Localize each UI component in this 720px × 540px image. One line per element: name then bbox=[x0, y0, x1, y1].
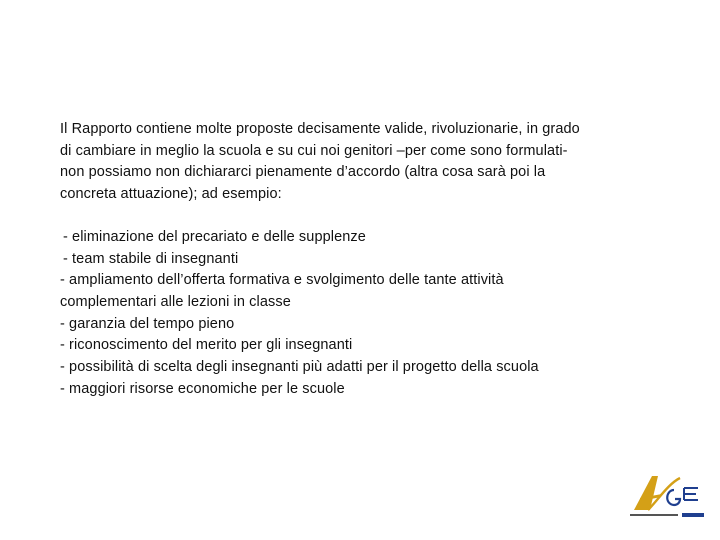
list-item: - maggiori risorse economiche per le scuole bbox=[60, 380, 345, 397]
list-item: - possibilità di scelta degli insegnanti più adatti per il progetto della scuola bbox=[60, 359, 539, 376]
proposal-list bbox=[60, 227, 670, 401]
intro-line: di cambiare in meglio la scuola e su cui noi genitori –per come sono formulati- bbox=[60, 142, 568, 159]
paragraph-gap bbox=[60, 206, 670, 227]
intro-paragraph bbox=[60, 119, 670, 206]
list-item: - ampliamento dell’offerta formativa e svolgimento delle tante attività bbox=[60, 272, 504, 289]
list-item: - team stabile di insegnanti bbox=[63, 250, 239, 267]
list-item: - eliminazione del precariato e delle supplenze bbox=[63, 228, 366, 245]
intro-line: non possiamo non dichiararci pienamente d’accordo (altra cosa sarà poi la bbox=[60, 164, 546, 181]
age-association-logo-icon bbox=[628, 470, 708, 522]
slide-body bbox=[60, 119, 670, 400]
list-item: - riconoscimento del merito per gli insegnanti bbox=[60, 337, 353, 354]
intro-line: Il Rapporto contiene molte proposte decisamente valide, rivoluzionarie, in grado bbox=[60, 121, 580, 137]
list-item: - garanzia del tempo pieno bbox=[60, 315, 235, 332]
list-item: complementari alle lezioni in classe bbox=[60, 293, 291, 310]
intro-line: concreta attuazione); ad esempio: bbox=[60, 186, 282, 203]
